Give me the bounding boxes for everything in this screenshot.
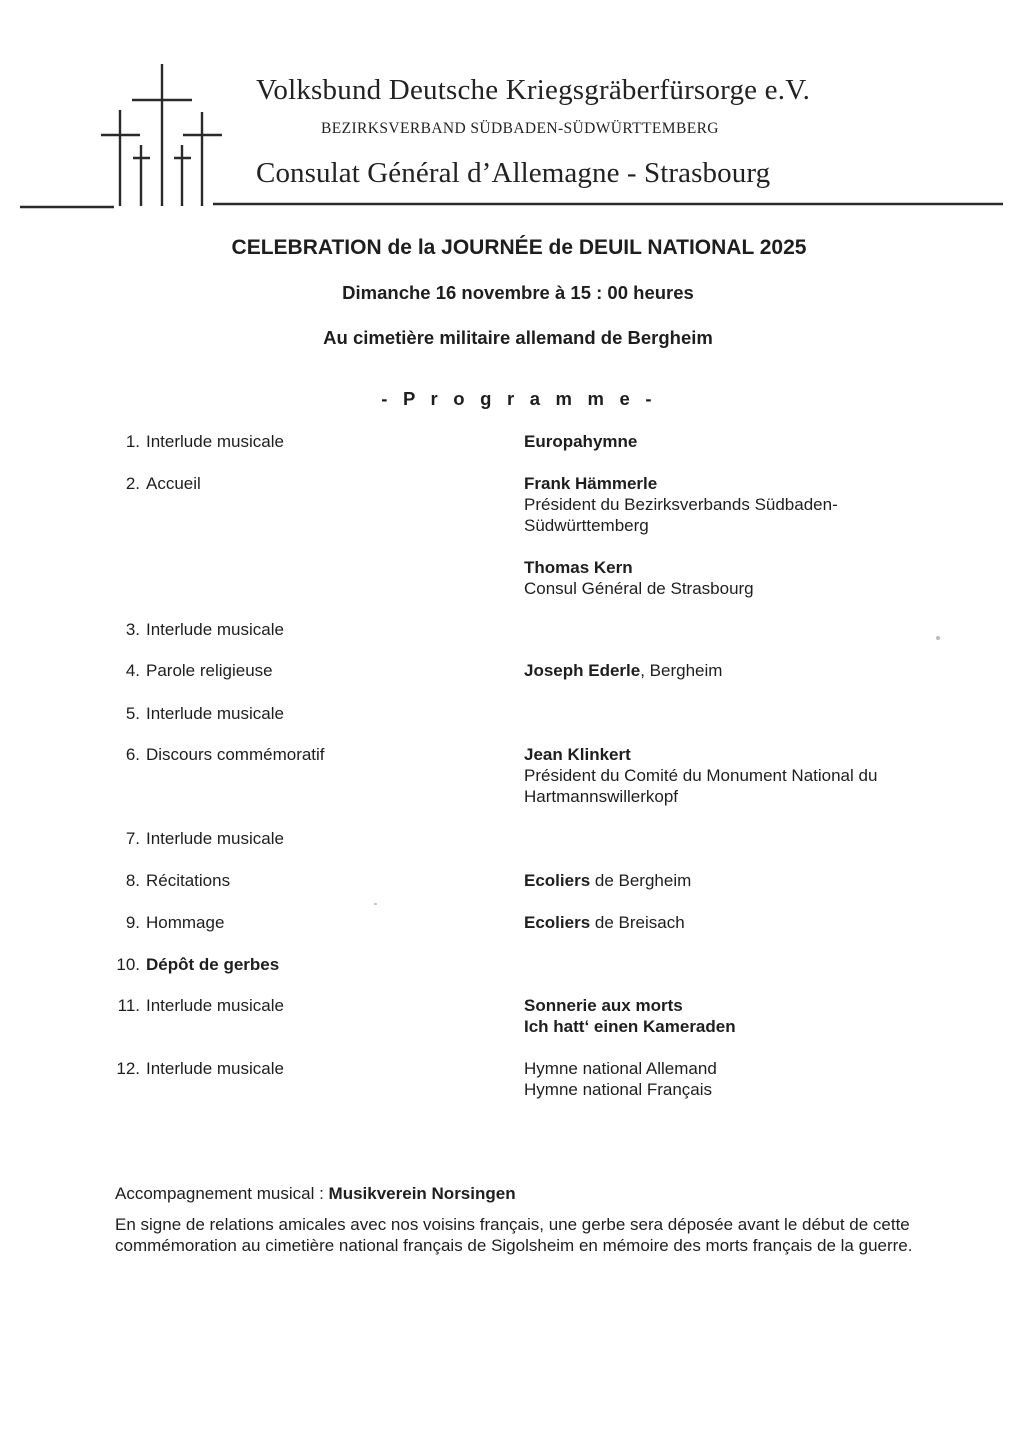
musical-accompaniment — [115, 1183, 935, 1204]
item-details — [524, 995, 944, 1037]
item-details — [524, 473, 944, 599]
item-number: 2. — [125, 474, 140, 493]
detail-line: Europahymne — [524, 432, 638, 451]
item-number: 11. — [117, 996, 140, 1015]
detail-bold: Joseph Ederle — [524, 661, 641, 680]
detail-line: Consul Général de Strasbourg — [524, 579, 754, 598]
item-label: Interlude musicale — [146, 829, 284, 848]
closing-note: En signe de relations amicales avec nos voisins français, une gerbe sera déposée avant le début de cette commémoration au cimetière national français de Sigolsheim en mémoire des morts français de la guerre. — [115, 1215, 913, 1255]
item-number: 8. — [125, 871, 140, 890]
detail-line: Président du Comité du Monument National du — [524, 766, 878, 785]
detail-text: de Bergheim — [590, 871, 692, 890]
scan-speck — [374, 903, 377, 905]
item-number: 12. — [116, 1059, 140, 1078]
title-part: de — [542, 236, 579, 259]
detail-line — [524, 912, 944, 933]
item-details — [524, 912, 944, 933]
item-label: Dépôt de gerbes — [146, 955, 280, 974]
scan-speck — [936, 636, 940, 640]
organization-subtitle: BEZIRKSVERBAND SÜDBADEN-SÜDWÜRTTEMBERG — [321, 120, 719, 137]
detail-line: Hartmannswillerkopf — [524, 787, 678, 806]
title-part: CELEBRATION — [231, 236, 382, 259]
item-label: Accueil — [146, 474, 201, 493]
detail-line: Thomas Kern — [524, 558, 633, 577]
item-details — [524, 744, 944, 807]
detail-line: Sonnerie aux morts — [524, 996, 683, 1015]
item-details — [524, 431, 944, 452]
organization-name: Volksbund Deutsche Kriegsgräberfürsorge e.V. — [256, 74, 811, 106]
item-label: Interlude musicale — [146, 620, 284, 639]
item-label: Parole religieuse — [146, 661, 273, 680]
item-number: 4. — [125, 661, 140, 680]
detail-line: Ich hatt‘ einen Kameraden — [524, 1017, 736, 1036]
detail-line: Hymne national Allemand — [524, 1059, 717, 1078]
item-label: Interlude musicale — [146, 432, 284, 451]
consulate-name: Consulat Général d’Allemagne - Strasbourg — [256, 157, 771, 189]
item-number: 9. — [125, 913, 140, 932]
title-part: de la — [381, 236, 442, 259]
detail-bold: Ecoliers — [524, 913, 591, 932]
detail-text: , Bergheim — [640, 661, 723, 680]
detail-text: de Breisach — [590, 913, 685, 932]
detail-line: Président du Bezirksverbands Südbaden- — [524, 495, 838, 514]
item-label: Interlude musicale — [146, 704, 284, 723]
event-place: Au cimetière militaire allemand de Bergheim — [323, 327, 713, 348]
item-number: 6. — [125, 745, 140, 764]
item-details — [524, 1058, 944, 1100]
item-label: Interlude musicale — [146, 1059, 284, 1078]
detail-line — [524, 870, 944, 891]
detail-bold: Ecoliers — [524, 871, 591, 890]
detail-line: Jean Klinkert — [524, 745, 631, 764]
detail-line: Frank Hämmerle — [524, 474, 658, 493]
item-label: Interlude musicale — [146, 996, 284, 1015]
event-title — [0, 236, 1024, 260]
item-number: 5. — [125, 704, 140, 723]
title-part: JOURNÉE — [441, 236, 543, 259]
programme-heading: - P r o g r a m m e - — [381, 388, 657, 409]
event-date: Dimanche 16 novembre à 15 : 00 heures — [342, 282, 694, 303]
item-details — [524, 870, 944, 891]
item-details — [524, 660, 944, 681]
item-number: 1. — [125, 432, 140, 451]
detail-line: Hymne national Français — [524, 1080, 713, 1099]
detail-line — [524, 660, 944, 681]
item-label: Récitations — [146, 871, 231, 890]
item-number: 10. — [116, 955, 140, 974]
accompaniment-label: Accompagnement musical : — [115, 1184, 329, 1203]
item-label: Discours commémoratif — [146, 745, 325, 764]
item-number: 3. — [125, 620, 140, 639]
item-label: Hommage — [146, 913, 225, 932]
title-part: DEUIL NATIONAL 2025 — [578, 236, 807, 259]
detail-line: Südwürttemberg — [524, 516, 649, 535]
accompaniment-value: Musikverein Norsingen — [328, 1184, 516, 1203]
item-number: 7. — [125, 829, 140, 848]
